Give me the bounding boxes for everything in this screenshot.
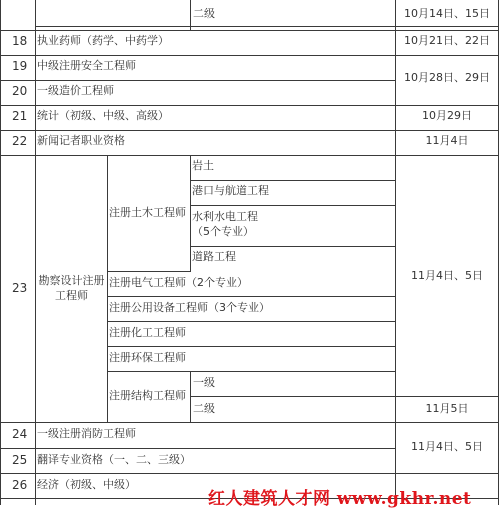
r18-date-cell: 10月21日、22日 bbox=[404, 34, 490, 47]
r17-date-cell: 10月14日、15日 bbox=[404, 7, 490, 20]
struct-level2-cell: 二级 bbox=[193, 402, 215, 415]
row-number-24: 24 bbox=[12, 427, 28, 441]
row-number-26: 26 bbox=[12, 478, 28, 492]
port-cell: 港口与航道工程 bbox=[192, 184, 269, 197]
row-number-21: 21 bbox=[12, 109, 28, 123]
r20-name-cell: 一级造价工程师 bbox=[37, 84, 114, 97]
utility-cell: 注册公用设备工程师（3个专业） bbox=[109, 301, 270, 314]
row-number-22: 22 bbox=[12, 134, 28, 148]
r17-level-cell: 二级 bbox=[193, 7, 215, 20]
r23-name-line1: 勘察设计注册 bbox=[38, 274, 105, 287]
row-number-20: 20 bbox=[12, 84, 28, 98]
civil-engineer-cell: 注册土木工程师 bbox=[109, 206, 186, 219]
watermark: 红人建筑人才网 www.gkhr.net bbox=[208, 489, 472, 509]
water-line2: （5个专业） bbox=[192, 225, 254, 238]
r18-name-cell: 执业药师（药学、中药学） bbox=[37, 34, 169, 47]
chemical-cell: 注册化工工程师 bbox=[109, 326, 186, 339]
r23-struct2-date-cell: 11月5日 bbox=[425, 402, 469, 415]
r22-date-cell: 11月4日 bbox=[425, 134, 469, 147]
r21-date-cell: 10月29日 bbox=[422, 109, 472, 122]
r19-name-cell: 中级注册安全工程师 bbox=[37, 59, 136, 72]
geotech-cell: 岩土 bbox=[192, 159, 214, 172]
struct-level1-cell: 一级 bbox=[193, 376, 215, 389]
r22-name-cell: 新闻记者职业资格 bbox=[37, 134, 125, 147]
row-number-25: 25 bbox=[12, 453, 28, 467]
road-cell: 道路工程 bbox=[192, 250, 236, 263]
r26-name-cell: 经济（初级、中级） bbox=[37, 478, 136, 491]
r24-25-date-cell: 11月4日、5日 bbox=[411, 440, 483, 453]
env-cell: 注册环保工程师 bbox=[109, 351, 186, 364]
r23-name-line2: 工程师 bbox=[55, 289, 88, 302]
r24-name-cell: 一级注册消防工程师 bbox=[37, 427, 136, 440]
row-number-23: 23 bbox=[12, 281, 28, 295]
r23-date-cell: 11月4日、5日 bbox=[411, 269, 483, 282]
r25-name-cell: 翻译专业资格（一、二、三级） bbox=[37, 453, 191, 466]
electrical-cell: 注册电气工程师（2个专业） bbox=[109, 276, 248, 289]
structural-cell: 注册结构工程师 bbox=[109, 389, 186, 402]
row-number-18: 18 bbox=[12, 34, 28, 48]
row-number-19: 19 bbox=[12, 59, 28, 73]
water-line1: 水利水电工程 bbox=[192, 210, 258, 223]
r21-name-cell: 统计（初级、中级、高级） bbox=[37, 109, 169, 122]
r19-20-date-cell: 10月28日、29日 bbox=[404, 71, 490, 84]
